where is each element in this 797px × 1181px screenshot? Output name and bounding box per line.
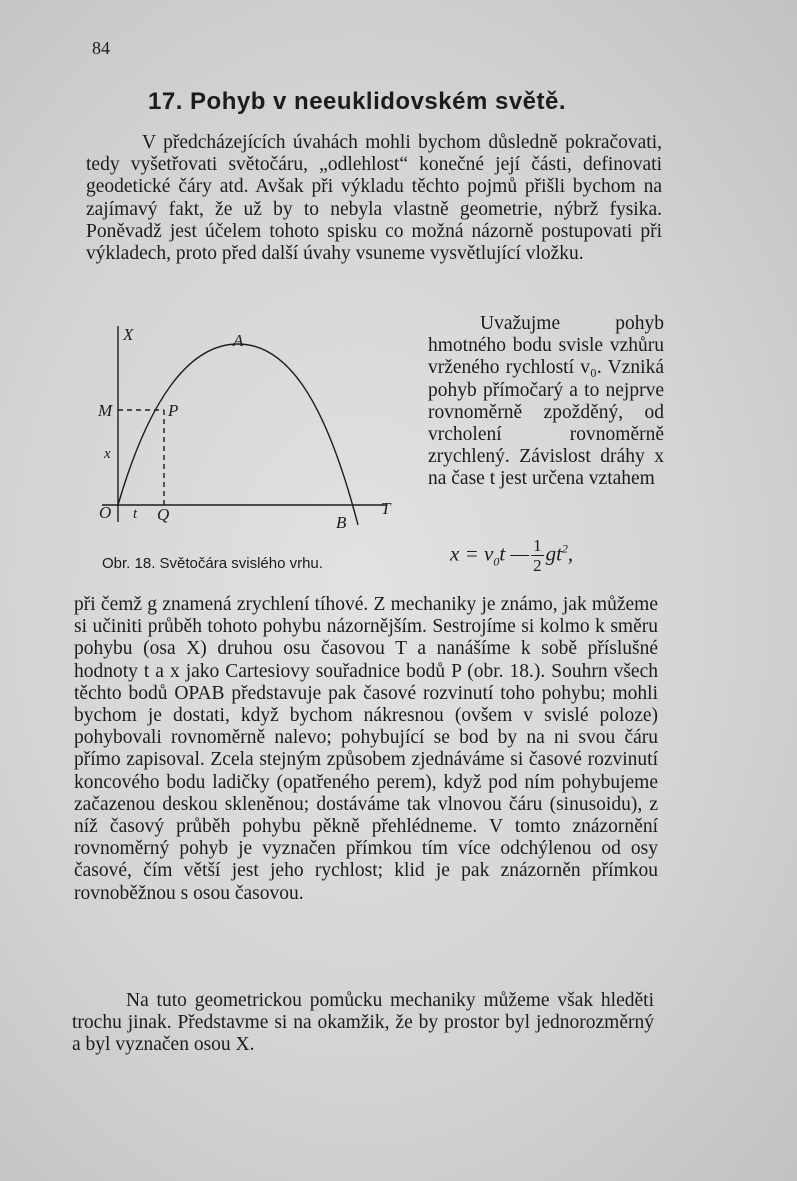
label-t: t: [133, 506, 138, 522]
label-x: x: [104, 446, 111, 462]
label-O: O: [99, 503, 112, 522]
label-T: T: [381, 499, 391, 518]
page-number: 84: [92, 38, 110, 58]
label-P: P: [168, 401, 179, 420]
paragraph-explanation: při čemž g znamená zrychlení tíhové. Z mechaniky je známo, jak můžeme si učiniti průběh tohoto pohybu názornějším. Sestrojíme si kolmo k směru pohybu (osa X) druhou osu časovou T a nanášíme k sobě příslušné hodnoty t a x jako Cartesiovy souřadnice bodů P (obr. 18.). Souhrn všech těchto bodů OPAB představuje pak časové rozvinutí toho pohybu; mohli bychom je dostati, když bychom nákresnou (ovšem v svislé poloze) pohybovali rovnoměrně nalevo; pohybující se bod by na ni svou čáru přímo zapisoval. Zcela stejným způsobem zjednáváme si časové rozvinutí koncového bodu ladičky (opatřeného perem), když pod ním pohybujeme začazenou deskou skleněnou; dostáváme tak vlnovou čáru (sinusoidu), z níž časový průběh pohybu pěkně přehlédneme. V tomto znázornění rovnoměrný pohyb je vyznačen přímkou tím více odchýlenou od osy časové, čím větší jest jeho rychlost; klid je pak znázorněn přímkou rovnoběžnou s osou časovou.: [74, 594, 658, 904]
formula: $x = v_0t$ — $\frac{1}{2}$ $gt^2$,: [450, 536, 574, 575]
worldline-curve: [118, 344, 358, 525]
figure-caption: Obr. 18. Světočára svislého vrhu.: [102, 555, 323, 572]
figure-worldline: [88, 322, 400, 544]
label-A: A: [233, 331, 244, 350]
paragraph-intro: V předcházejících úvahách mohli bychom důsledně pokračovati, tedy vyšetřovati světočáru, „odlehlost“ konečné její části, definovati geodetické čáry atd. Avšak při výkladu těchto pojmů přišli bychom na zajímavý fakt, že už by to nebyla vlastně geometrie, nýbrž fysika. Poněvadž jest účelem tohoto spisku co možná názorně postupovati při výkladech, proto před další úvahy vsuneme vysvětlující vložku.: [86, 132, 662, 265]
section-heading: 17. Pohyb v neeuklidovském světě.: [148, 88, 567, 115]
paragraph-motion: Uvažujme pohyb hmotného bodu svisle vzhůru vrženého rychlostí v₀. Vzniká pohyb přímočarý a to nejprve rovnoměrně zpožděný, od vrcholení rovnoměrně zrychlený. Závislost dráhy x na čase t jest určena vztahem: [428, 313, 664, 490]
label-X: X: [123, 325, 134, 344]
paragraph-closing: Na tuto geometrickou pomůcku mechaniky můžeme však hleděti trochu jinak. Představme si na okamžik, že by prostor byl jednorozměrný a byl vyznačen osou X.: [72, 990, 654, 1056]
label-M: M: [98, 401, 113, 420]
label-Q: Q: [157, 505, 170, 524]
label-B: B: [336, 513, 347, 532]
